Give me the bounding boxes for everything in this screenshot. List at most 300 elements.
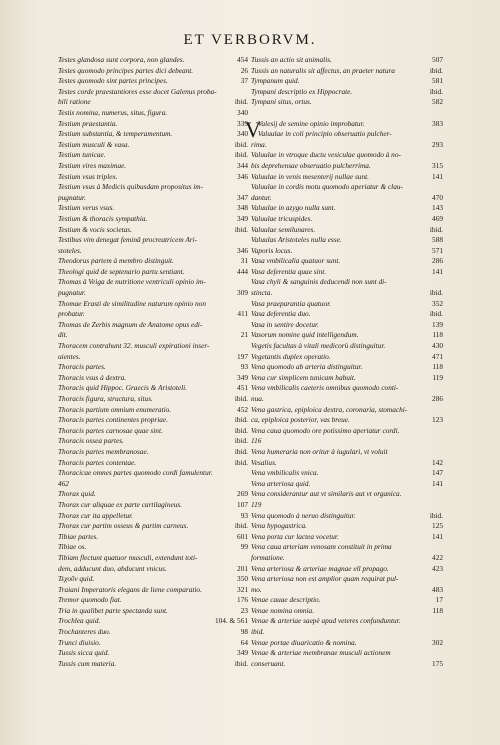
index-entry <box>58 172 248 183</box>
page-number: 507 <box>432 55 443 64</box>
index-entry <box>58 299 248 320</box>
page-number: 286 <box>432 256 443 266</box>
entry-text: Theologi quid de septenario partu sentiant. <box>58 266 185 276</box>
page-number: 454 <box>237 55 248 64</box>
page-number: 123 <box>432 415 443 425</box>
index-entry <box>58 225 248 236</box>
index-entry <box>251 182 443 203</box>
entry-text: Vena considerantur aut vt similaris aut vt organica. <box>251 489 402 499</box>
entry-text <box>251 108 253 117</box>
entry-text: Vasa vmbilicalia quatuor sunt. <box>251 256 341 266</box>
page-number: 201 <box>237 563 248 573</box>
entry-text: Vasa praeparantia quatuor. <box>251 298 332 308</box>
page-number: ibid. <box>234 139 248 149</box>
entry-text: Tibiae os. <box>58 542 87 552</box>
entry-text: Thorax cur ita appelletur. <box>58 510 133 520</box>
entry-text: Vena humeraria non oritur à iugulari, vt voluit <box>251 446 388 456</box>
index-entry <box>58 108 248 119</box>
entry-text: Vasa chyli & sanguinis deducendi non sunt di- <box>251 277 387 287</box>
entry-text: Testes corde praestantiores esse docet Galenus proba- <box>58 86 217 96</box>
index-entry <box>58 203 248 214</box>
entry-text: Vena vmbilicalis vnica. <box>251 468 319 478</box>
entry-text: Thoracis partes continentes propriae. <box>58 415 168 425</box>
page-number: ibid. <box>234 436 248 446</box>
page-number: ibid. <box>429 288 443 298</box>
index-entry <box>251 532 443 543</box>
entry-text: Tussis sicca quid. <box>58 648 110 658</box>
index-entry <box>251 638 443 649</box>
page-header: ET VERBORVM. <box>183 32 317 48</box>
page-number: 118 <box>432 362 443 372</box>
index-entry <box>58 140 248 151</box>
index-entry <box>58 320 248 341</box>
entry-text: Testes quomodo sint partes principes. <box>58 76 168 86</box>
index-entry <box>58 256 248 267</box>
page-number: ibid. <box>429 510 443 520</box>
entry-text: Thomae Erasti de similitudine naturum opinio non <box>58 298 206 308</box>
index-entry <box>251 521 443 532</box>
entry-text: Thoracis partes membranosae. <box>58 446 149 456</box>
page-number: 197 <box>237 351 248 361</box>
entry-text: Venae cauae descriptio. <box>251 595 321 605</box>
entry-text: Testes quomodo principes partes dici debeant. <box>58 65 194 75</box>
index-entry <box>251 542 443 563</box>
page-number: 176 <box>237 595 248 605</box>
index-entry <box>58 415 248 426</box>
index-entry <box>251 595 443 606</box>
page-number: ibid. <box>234 415 248 425</box>
entry-continuation: nua. <box>251 394 264 403</box>
entry-text: Tympani situs, ortus. <box>251 97 312 107</box>
index-entry <box>251 129 443 150</box>
page-number: 347 <box>237 192 248 202</box>
page-number: 141 <box>432 478 443 488</box>
index-entry <box>58 532 248 543</box>
page-number: 17 <box>435 595 443 605</box>
entry-text: Testium vires maximae. <box>58 160 127 170</box>
entry-text: Testes glandosa sunt corpora, non glandes. <box>58 55 185 64</box>
page-number: ibid. <box>234 446 248 456</box>
index-entry <box>251 426 443 447</box>
page-number: 346 <box>237 171 248 181</box>
entry-text: Testibus vim denegat feminâ procreatricem Ari- <box>58 235 198 245</box>
page-number: 309 <box>237 288 248 298</box>
index-entry <box>58 458 248 469</box>
page-number: 302 <box>432 637 443 647</box>
page-number: 471 <box>432 351 443 361</box>
index-entry <box>58 500 248 511</box>
index-entry <box>251 341 443 352</box>
index-entry <box>58 394 248 405</box>
entry-text: Thoracis vsus à dextra. <box>58 372 127 382</box>
page-number: 349 <box>237 648 248 658</box>
page-number: 118 <box>432 605 443 615</box>
page-number: 98 <box>240 627 248 637</box>
entry-text: Testium substantia, & temperamentum. <box>58 129 173 139</box>
entry-text: Thoracis quid Hippoc. Graecis & Aristoteli. <box>58 383 187 393</box>
index-entry <box>58 574 248 585</box>
entry-text: Testium & thoracis sympathia. <box>58 213 148 223</box>
entry-text: Thoracis figura, structura, situs. <box>58 394 153 403</box>
page-number: 470 <box>432 192 443 202</box>
page-number: 31 <box>240 256 248 266</box>
index-entry <box>58 55 248 66</box>
page-number: 37 <box>240 76 248 86</box>
page-number: 339 <box>237 118 248 128</box>
entry-text: Vegetis facultas à vitali medicorù distinguitur. <box>251 341 386 351</box>
index-entry <box>251 256 443 267</box>
index-entry <box>251 320 443 331</box>
index-entry <box>251 97 443 108</box>
page-number: 340 <box>237 129 248 139</box>
index-entry <box>251 267 443 278</box>
index-entry <box>58 638 248 649</box>
entry-text: Traiani Imperatoris elegans de liene comparatio. <box>58 584 202 594</box>
entry-continuation: ca, epiploica posterior, vas breue. <box>251 415 350 425</box>
page-number: 349 <box>237 213 248 223</box>
page-number: 141 <box>432 266 443 276</box>
entry-text: Testis nomina, numerus, situs, figura. <box>58 107 168 117</box>
index-entry <box>251 383 443 404</box>
page-number: 383 <box>432 118 443 128</box>
page-number: 469 <box>432 213 443 223</box>
entry-text: Venae nomina omnia. <box>251 605 315 615</box>
index-entry <box>58 76 248 87</box>
index-entry <box>251 309 443 320</box>
index-entry <box>58 129 248 140</box>
entry-text: Tremor quomodo fiat. <box>58 595 122 605</box>
entry-text: Valuulae in cordis motu quomodo aperiatur & clau- <box>251 182 403 192</box>
page-number: 99 <box>240 542 248 552</box>
entry-text: Vegetantis duplex operatio. <box>251 351 331 361</box>
index-entry <box>58 383 248 394</box>
entry-continuation: 116 <box>251 436 262 446</box>
index-entry <box>251 511 443 522</box>
entry-continuation: ibid. <box>251 627 265 637</box>
entry-continuation: stoteles. <box>58 245 82 255</box>
page-number: 23 <box>240 605 248 615</box>
index-entry <box>251 616 443 637</box>
entry-text: Vena caua quomodo ore potissimo aperiatur cordi. <box>251 425 400 435</box>
entry-text: Vena arteriosa quid. <box>251 478 311 488</box>
index-entry <box>58 161 248 172</box>
index-entry <box>58 66 248 77</box>
entry-text: Testium tunicae. <box>58 150 106 160</box>
index-entry <box>251 489 443 510</box>
page-number: 601 <box>237 531 248 541</box>
page-number: 352 <box>432 298 443 308</box>
entry-text: Valuulae semilunares. <box>251 224 316 234</box>
page-number: 340 <box>237 107 248 117</box>
entry-text: Thorax cur aliquae ex parte cartilagineus. <box>58 499 183 509</box>
entry-continuation: stincta. <box>251 288 273 298</box>
index-entry <box>251 55 443 66</box>
page-number: 119 <box>432 372 443 382</box>
entry-text: Testium vsus à Medicis quibusdam propositus im- <box>58 182 203 192</box>
index-entry <box>251 574 443 595</box>
entry-text: Thoracem contrahunt 32. musculi expirationi inser- <box>58 341 210 351</box>
entry-text: Vena hypogastrica. <box>251 521 307 531</box>
page-number: 64 <box>240 637 248 647</box>
index-entry <box>251 447 443 468</box>
entry-text: Thoracis partes carnosae quae sint. <box>58 425 163 435</box>
page-number: 143 <box>432 203 443 213</box>
entry-text: Valuulae in venis mesenterij nullae sunt. <box>251 171 369 181</box>
page-number: ibid. <box>234 394 248 403</box>
entry-text: Tibiam flectunt quatuor musculi, extendunt toti- <box>58 552 198 562</box>
page-number: 350 <box>237 574 248 584</box>
page-number: 141 <box>432 171 443 181</box>
entry-text: Thoracis ossea partes. <box>58 436 124 446</box>
page-number: 21 <box>240 330 248 340</box>
entry-text: Valuulae tricuspides. <box>251 213 313 223</box>
entry-text: Vena arteriosa & arteriae magnae ell propago. <box>251 563 389 573</box>
entry-continuation: probatur. <box>58 309 85 319</box>
index-entry <box>251 76 443 87</box>
index-entry <box>58 447 248 458</box>
index-entry <box>251 225 443 236</box>
entry-continuation: Vesalius. <box>251 457 277 467</box>
entry-continuation: formatione. <box>251 552 285 562</box>
entry-text: Trochanteres duo. <box>58 627 111 637</box>
entry-text: Valuulas Aristoteles nulla esse. <box>251 235 342 245</box>
index-entry <box>251 648 443 669</box>
index-entry <box>58 511 248 522</box>
drop-cap: V <box>245 116 261 142</box>
page-number: ibid. <box>429 86 443 96</box>
index-entry <box>58 426 248 437</box>
entry-text: Vena porta cur lactea vocetur. <box>251 531 339 541</box>
index-entry <box>58 182 248 203</box>
page-number: 107 <box>237 499 248 509</box>
index-entry <box>58 521 248 532</box>
entry-text: Vena vmbilicalis caeteris omnibus quomodo conti- <box>251 383 399 393</box>
page-number: 321 <box>237 584 248 594</box>
index-entry <box>251 564 443 575</box>
entry-text: Tussis an naturalis sit affectus, an praeter natura <box>251 65 395 75</box>
page-number: 581 <box>432 76 443 86</box>
entry-continuation: dem, adducunt duo, abducunt vnicus. <box>58 563 167 573</box>
right-column <box>245 55 443 669</box>
index-entry <box>58 341 248 362</box>
index-entry <box>251 405 443 426</box>
entry-text: Thorax quid. <box>58 489 96 499</box>
page-number: 452 <box>237 404 248 414</box>
entry-continuation: dit. <box>58 330 68 340</box>
page-number: 147 <box>432 468 443 478</box>
page-number: 26 <box>240 65 248 75</box>
page-number: 93 <box>240 362 248 372</box>
index-entry <box>251 246 443 257</box>
index-entry <box>251 362 443 373</box>
index-entry <box>58 606 248 617</box>
page-number: 293 <box>432 139 443 149</box>
index-entry <box>58 553 248 574</box>
entry-text: Theodorus partem à membro distinguit. <box>58 256 174 266</box>
index-entry <box>251 203 443 214</box>
entry-text: Testium verus vsus. <box>58 203 115 213</box>
page-number: 588 <box>432 235 443 245</box>
page-number: 286 <box>432 394 443 403</box>
page-number: 349 <box>237 372 248 382</box>
index-entry <box>251 479 443 490</box>
page-number: 93 <box>240 510 248 520</box>
entry-text: Thoracis partes contentae. <box>58 457 137 467</box>
index-entry <box>251 330 443 341</box>
entry-text: Vena gastrica, epiploica dextra, coronaria, stomachi- <box>251 404 408 414</box>
page-number: 125 <box>432 521 443 531</box>
entry-text: Tussis cum materia. <box>58 658 117 668</box>
index-entry <box>58 277 248 298</box>
entry-continuation: 119 <box>251 499 262 509</box>
index-entry <box>58 87 248 108</box>
index-entry <box>251 108 443 119</box>
page-number: 346 <box>237 245 248 255</box>
index-entry <box>251 606 443 617</box>
index-entry <box>251 373 443 384</box>
entry-text: Thoracis partes. <box>58 362 106 372</box>
entry-text: Venae & arteriae membranae musculi actionem <box>251 648 391 658</box>
index-entry <box>251 66 443 77</box>
entry-continuation: uientes. <box>58 351 81 361</box>
entry-text: Vasa in sentire docetur. <box>251 319 319 329</box>
entry-text: Valesij de semine opinio improbatur. <box>257 118 365 128</box>
index-entry <box>58 373 248 384</box>
page-number: ibid. <box>234 425 248 435</box>
entry-text: Thomas de Zerbis magnum de Anatome opus edi- <box>58 319 203 329</box>
index-entry <box>58 659 248 670</box>
entry-continuation: pugnatur. <box>58 192 86 202</box>
index-entry <box>251 299 443 310</box>
index-entry <box>251 235 443 246</box>
index-entry <box>251 87 443 98</box>
page-number: ibid. <box>234 521 248 531</box>
entry-text: Vena arteriosa non est amplior quam requirat pul- <box>251 574 399 584</box>
page-number: ibid. <box>234 97 248 107</box>
entry-text: Vasorum nomine quid intelligendum. <box>251 330 359 340</box>
page-number: 451 <box>237 383 248 393</box>
index-entry <box>58 627 248 638</box>
page-number: 582 <box>432 97 443 107</box>
entry-text: Testium vsus triplex. <box>58 171 118 181</box>
entry-text: Vasa deferentia quae sint. <box>251 266 327 276</box>
entry-continuation: bis deprehensae obseruatio pulcherrima. <box>251 160 371 170</box>
index-entry <box>58 235 248 256</box>
entry-continuation: mo. <box>251 584 262 594</box>
entry-text: Vena caua arteriam venosam constituit in prima <box>251 542 392 552</box>
page-number: 571 <box>432 245 443 255</box>
entry-text: Venae & arteriae saepè apud veteres confunduntur. <box>251 616 401 626</box>
entry-continuation: dantur. <box>251 192 272 202</box>
index-entry <box>58 595 248 606</box>
page-number: ibid. <box>234 150 248 160</box>
page-number: 411 <box>237 309 248 319</box>
page-number: 483 <box>432 584 443 594</box>
entry-text: Thoracis partium omnium enumeratio. <box>58 404 172 414</box>
entry-text: Tibiae partes. <box>58 531 99 541</box>
index-entry <box>251 150 443 171</box>
entry-continuation: conseruant. <box>251 658 286 668</box>
entry-text: Testium praestantia. <box>58 118 118 128</box>
page-number: 422 <box>432 552 443 562</box>
index-entry <box>251 468 443 479</box>
page-number: 141 <box>432 531 443 541</box>
entry-text: Testium musculi & vasa. <box>58 139 130 149</box>
page-number: ibid. <box>234 658 248 668</box>
index-entry <box>58 542 248 553</box>
entry-text: Vasa deferentia duo. <box>251 309 311 319</box>
page-number: 430 <box>432 341 443 351</box>
index-entry <box>58 616 248 627</box>
index-entry <box>251 214 443 225</box>
index-entry <box>251 172 443 183</box>
entry-text: Valuulae in vtroque ductu vesiculae quomodo à no- <box>251 150 401 160</box>
index-entry <box>58 468 248 489</box>
page-number: 348 <box>237 203 248 213</box>
page-number: 444 <box>237 266 248 276</box>
entry-text: Trunci diuisio. <box>58 637 101 647</box>
entry-text: Vaporis locus. <box>251 245 293 255</box>
page-number: 118 <box>432 330 443 340</box>
page-number: ibid. <box>429 224 443 234</box>
index-entry <box>58 267 248 278</box>
entry-continuation: pugnatur. <box>58 288 86 298</box>
index-entry <box>58 362 248 373</box>
page-number: ibid. <box>429 65 443 75</box>
entry-text: Thoracicae omnes partes quomodo cordi famulentur. <box>58 468 213 478</box>
entry-text: Venae portae diuaricatio & nomina. <box>251 637 357 647</box>
entry-text: Testium & vocis societas. <box>58 224 132 234</box>
page-number: 142 <box>432 457 443 467</box>
index-entry <box>58 648 248 659</box>
index-entry <box>58 150 248 161</box>
entry-text: Vena cur simplicem tunicam habuit. <box>251 372 356 382</box>
index-entry <box>58 436 248 447</box>
entry-text: Valuulae in coli principio obseruatio pulcher- <box>257 129 392 139</box>
page-number: 269 <box>237 489 248 499</box>
entry-text: Valuulae in azygo nulla sunt. <box>251 203 336 213</box>
left-column <box>58 55 248 669</box>
entry-text: Trochlea quid. <box>58 616 101 626</box>
entry-text: Vena quomodo à neruo distinguitur. <box>251 510 356 520</box>
index-entry <box>251 277 443 298</box>
page-number: 175 <box>432 658 443 668</box>
entry-text: Vena quomodo ab arteria distinguitur. <box>251 362 363 372</box>
index-entry <box>58 119 248 130</box>
entry-text: Thomas à Veiga de nutritione ventriculi opinio im- <box>58 277 206 287</box>
index-entry <box>58 405 248 416</box>
page-number: 315 <box>432 160 443 170</box>
index-entry <box>58 489 248 500</box>
page-number: ibid. <box>429 309 443 319</box>
page-number: ibid. <box>234 457 248 467</box>
entry-text: Τεχοῦν quid. <box>58 574 95 584</box>
entry-continuation: 462 <box>58 478 69 488</box>
page-number: 104. & 561 <box>214 616 248 626</box>
page-number: ibid. <box>234 224 248 234</box>
entry-continuation: bili ratione <box>58 97 91 107</box>
entry-text: Tympani descriptio ex Hippocrate. <box>251 86 353 96</box>
page-number: 139 <box>432 319 443 329</box>
entry-continuation: rima. <box>251 139 267 149</box>
page-number: 344 <box>237 160 248 170</box>
entry-text: Tympanum quid. <box>251 76 300 86</box>
entry-text: Tria in qualibet parte spectanda sunt. <box>58 605 168 615</box>
index-entry <box>251 352 443 363</box>
index-entry <box>58 214 248 225</box>
page-number: 423 <box>432 563 443 573</box>
index-entry <box>58 585 248 596</box>
